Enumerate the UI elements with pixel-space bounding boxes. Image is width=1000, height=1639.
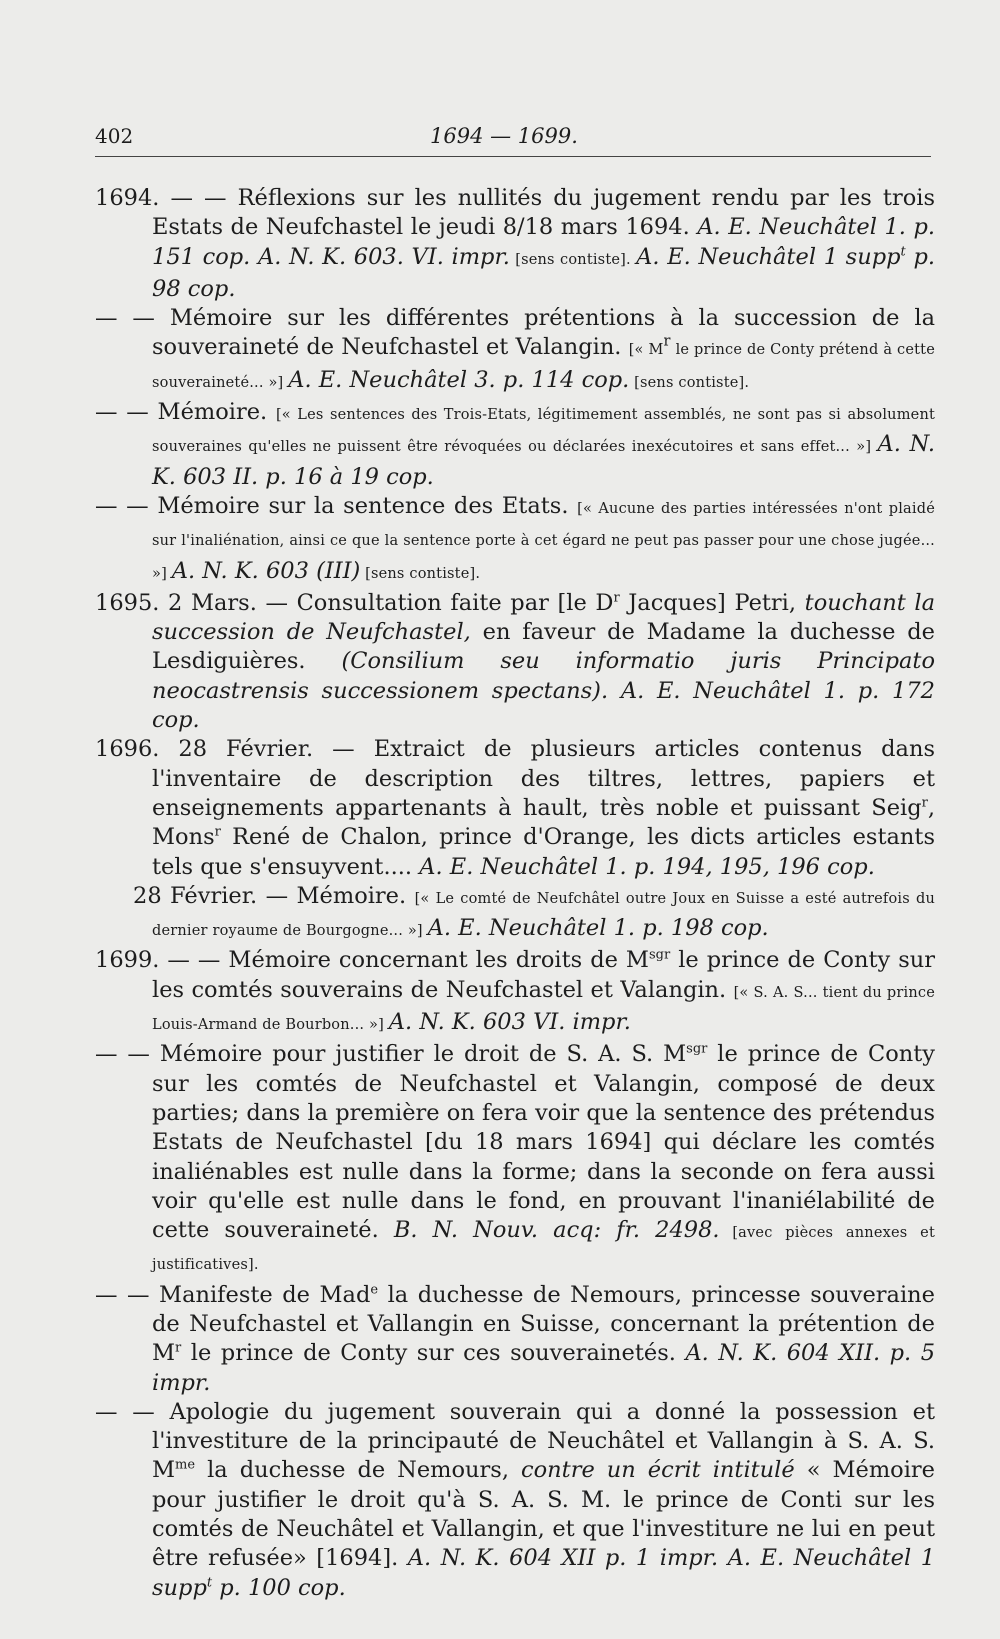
entry-1696-extraict xyxy=(95,735,935,881)
entry-title: Mémoire. xyxy=(296,882,415,909)
entry-text: en faveur de Madame la duchesse de Lesdiguières. xyxy=(152,619,935,675)
superscript: r xyxy=(613,590,620,606)
citation: (Consilium seu informatio juris Principato neocastrensis successionem spectans). A. E. Neuchâtel 1. p. 172 cop. xyxy=(152,648,936,734)
entry-1696-memoire xyxy=(95,882,935,947)
entry-lead: 1695. 2 Mars. — xyxy=(95,589,297,616)
entry-lead: 1699. — — xyxy=(95,947,229,974)
entry-text: la duchesse de Nemours, xyxy=(195,1457,522,1484)
entry-apologie xyxy=(95,1398,935,1603)
entry-lead: — — xyxy=(95,399,158,426)
page-header xyxy=(95,120,931,157)
citation: A. N. K. 604 XII p. 1 impr. A. E. Neuchâtel 1 supp xyxy=(152,1545,936,1601)
superscript: sgr xyxy=(686,1041,708,1057)
citation: A. N. K. 603 II. p. 16 à 19 cop. xyxy=(152,431,935,490)
citation: p. 100 cop. xyxy=(212,1574,346,1601)
italic-text: touchant la succession de Neufchastel, xyxy=(152,589,935,646)
editorial-note: [« Les sentences des Trois-Etats, légitimement assemblés, ne sont pas si absolument souveraines qu'elles ne puissent être révoquées ou déclarées inexécutoires et sans effet... »] xyxy=(152,407,936,456)
editorial-note: [sens contiste]. xyxy=(509,251,637,268)
citation: A. E. Neuchâtel 3. p. 114 cop. xyxy=(288,366,630,393)
citation: A. E. Neuchâtel 1. p. 198 cop. xyxy=(427,915,769,942)
running-title: 1694 — 1699. xyxy=(430,124,578,148)
italic-text: contre un écrit intitulé xyxy=(521,1457,795,1484)
superscript: r xyxy=(663,333,671,350)
editorial-note: [sens contiste]. xyxy=(629,374,750,391)
entry-memoire-justifier xyxy=(95,1040,935,1280)
entry-title: Mémoire concernant les droits de M xyxy=(228,947,649,974)
entry-text: la duchesse de Nemours, princesse souveraine de Neufchastel et Vallangin en Suisse, concernant la prétention de M xyxy=(152,1281,935,1367)
citation: B. N. Nouv. acq: fr. 2498. xyxy=(393,1217,720,1244)
editorial-note: [« Le comté de Neufchâtel outre Joux en Suisse a esté autrefois du dernier royaume de Bourgogne... »] xyxy=(152,890,935,940)
entry-text: , Mons xyxy=(152,794,935,851)
superscript: r xyxy=(214,824,221,840)
superscript: sgr xyxy=(648,947,671,963)
entry-text: le prince de Conty sur les comtés souverains de Neufchastel et Valangin. xyxy=(152,947,935,1003)
editorial-note: [« M xyxy=(628,342,664,359)
entry-lead: 1694. — — xyxy=(95,185,238,211)
entry-lead: — — xyxy=(95,492,158,519)
editorial-note: [« Aucune des parties intéressées n'ont plaidé sur l'inaliénation, ainsi ce que la sentence porte à cet égard ne peut pas passer pour une chose jugée... »] xyxy=(152,500,935,582)
superscript: r xyxy=(921,795,928,811)
entry-memoire-sentences xyxy=(95,398,935,492)
entry-lead: — — xyxy=(95,1281,160,1308)
entry-title: Mémoire pour justifier le droit de S. A. S. M xyxy=(159,1041,687,1068)
superscript: t xyxy=(206,1575,213,1591)
editorial-note: [sens contiste]. xyxy=(360,565,481,582)
entry-title: Extraict de plusieurs articles contenus dans l'inventaire de description des tiltres, lettres, papiers et enseignements appartenants à hault, très noble et puissant Seig xyxy=(152,736,935,821)
entry-text: le prince de Conty sur les comtés de Neufchastel et Valangin, composé de deux parties; dans la première on fera voir que la sentence des prétendus Estats de Neufchastel [du 18 mars 1694] qui déclare les comtés inaliénables est nulle dans la forme; dans la seconde on fera aussi voir qu'elle est nulle dans le fond, en prouvant l'inaniélabilité de cette souveraineté. xyxy=(152,1041,935,1244)
citation: A. E. Neuchâtel 1. p. 194, 195, 196 cop. xyxy=(419,853,875,880)
citation: A. N. K. 603 (III) xyxy=(171,557,361,584)
superscript: e xyxy=(370,1282,379,1298)
entry-text: « Mémoire pour justifier le droit qu'à S. A. S. M. le prince de Conti sur les comtés de Neuchâtel et Vallangin, et que l'investiture ne lui en peut être refusée» [1694]. xyxy=(152,1457,935,1572)
entry-title: Mémoire. xyxy=(157,399,276,426)
entry-title: Manifeste de Mad xyxy=(159,1281,371,1308)
superscript: r xyxy=(175,1340,182,1356)
entry-lead: — — xyxy=(95,305,170,332)
entry-title: Mémoire sur les différentes prétentions à la succession de la souveraineté de Neufchastel et Valangin. xyxy=(152,305,936,361)
editorial-note: [« S. A. S... tient du prince Louis-Armand de Bourbon... »] xyxy=(152,984,936,1034)
entry-title: Consultation faite par [le D xyxy=(296,589,614,616)
superscript: t xyxy=(900,244,906,260)
entry-lead: — — xyxy=(95,1398,170,1425)
entry-memoire-pretentions xyxy=(95,304,935,398)
entry-1694-reflexions xyxy=(95,184,935,304)
citation: A. N. K. 603 VI. impr. xyxy=(388,1009,631,1036)
entry-lead: 1696. 28 Février. — xyxy=(95,736,374,763)
entry-title: Réflexions sur les nullités du jugement rendu par les trois Estats de Neufchastel le jeudi 8/18 mars 1694. xyxy=(152,185,935,241)
entry-memoire-sentence-etats xyxy=(95,492,935,589)
entry-title: Jacques] Petri, xyxy=(619,589,805,616)
citation: A. E. Neuchâtel 1. p. 151 cop. A. N. K. 603. VI. impr. xyxy=(152,214,935,270)
page-number: 402 xyxy=(95,124,134,148)
entry-title: Apologie du jugement souverain qui a donné la possession et l'investiture de la principauté de Neuchâtel et Vallangin à S. A. S. M xyxy=(152,1398,936,1484)
entry-lead: 28 Février. — xyxy=(133,882,297,909)
entry-title: Mémoire sur la sentence des Etats. xyxy=(157,492,578,519)
editorial-note: le prince de Conty prétend à cette souveraineté... »] xyxy=(152,342,935,391)
citation: p. 98 cop. xyxy=(152,243,935,302)
entry-manifeste xyxy=(95,1281,935,1398)
entry-lead: — — xyxy=(95,1041,160,1068)
editorial-note: [avec pièces annexes et justificatives]. xyxy=(152,1225,935,1274)
entry-1695-consultation xyxy=(95,589,935,735)
page-content xyxy=(95,184,935,1603)
citation: A. E. Neuchâtel 1 supp xyxy=(636,243,901,270)
entry-text: le prince de Conty sur ces souverainetés. xyxy=(181,1340,686,1367)
citation: A. N. K. 604 XII. p. 5 impr. xyxy=(152,1340,936,1396)
entry-text: René de Chalon, prince d'Orange, les dicts articles estants tels que s'ensuyvent.... xyxy=(152,824,935,880)
entry-1699-droits xyxy=(95,946,935,1040)
superscript: me xyxy=(175,1457,196,1473)
